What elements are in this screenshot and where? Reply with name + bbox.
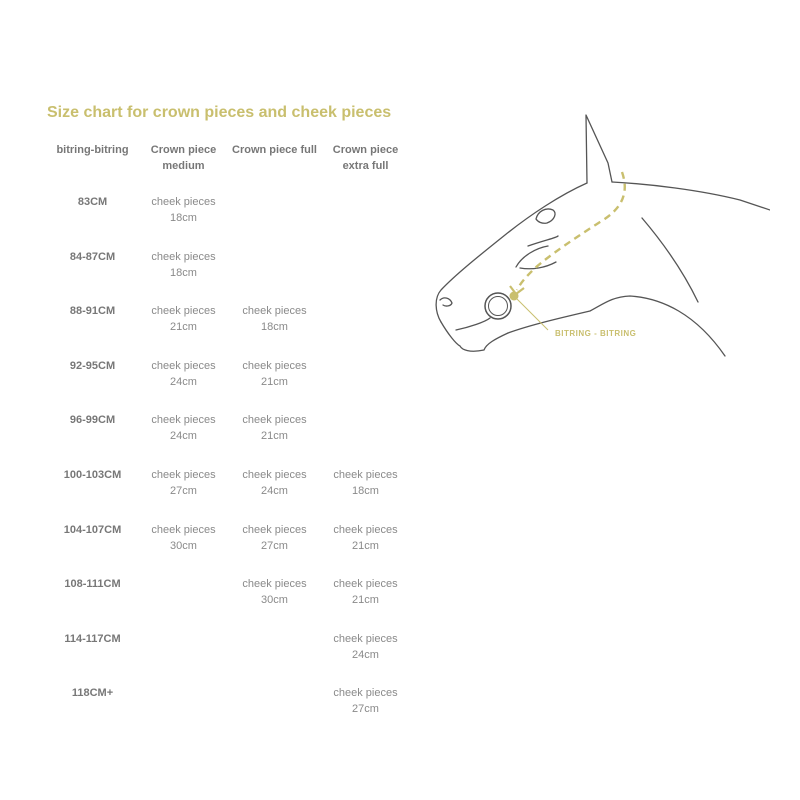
horse-eye [536,209,555,223]
cell-crown-full [229,194,320,249]
cell-size: 108-111CM [64,578,121,591]
horse-neck-line [642,218,698,302]
cell-crown-extra-full [320,358,411,413]
cell-crown-extra-full [320,412,411,467]
cell-size: 83CM [77,196,108,208]
bit-ring-inner [489,297,508,316]
horse-muzzle [441,322,508,351]
cell-size: 96-99CM [69,414,116,427]
cell-crown-medium [138,576,229,631]
cell-crown-extra-full [320,249,411,304]
cell-crown-medium [138,685,229,740]
cell-crown-medium: cheek pieces 18cm [151,196,216,224]
cell-crown-extra-full [320,194,411,249]
cell-crown-medium: cheek pieces 30cm [151,523,216,552]
cell-crown-extra-full: cheek pieces 21cm [333,578,398,607]
table-row [47,303,411,358]
measurement-line [517,172,625,290]
horse-cheek [516,236,558,267]
cell-size: 118CM+ [71,687,114,700]
cell-crown-extra-full: cheek pieces 27cm [333,687,398,716]
horse-nostril [440,298,452,306]
cell-crown-full [229,631,320,686]
table-row [47,194,411,249]
cell-size: 100-103CM [63,468,122,481]
cell-size: 84-87CM [69,250,116,263]
cell-crown-medium: cheek pieces 21cm [151,305,216,334]
horse-neck-crest [612,182,770,216]
table-header-row [47,142,411,194]
table-row [47,467,411,522]
header-crown-extra-full: Crown piece extra full [332,144,399,172]
cell-crown-full: cheek pieces 27cm [242,523,307,552]
bitring-label: BITRING - BITRING [555,329,637,338]
cell-crown-full: cheek pieces 18cm [242,305,307,334]
cell-crown-extra-full: cheek pieces 21cm [333,523,398,552]
cell-size: 92-95CM [69,359,116,372]
cell-crown-medium [138,631,229,686]
table-row [47,249,411,304]
horse-jaw [508,296,725,356]
page-title: Size chart for crown pieces and cheek pieces [47,104,392,121]
horse-ear [586,115,612,183]
cell-crown-extra-full: cheek pieces 24cm [333,632,398,661]
cell-crown-full: cheek pieces 24cm [242,468,307,497]
header-crown-full: Crown piece full [232,144,317,156]
cell-crown-full: cheek pieces 21cm [242,414,307,443]
horse-head-illustration [430,110,770,360]
cell-crown-extra-full: cheek pieces 18cm [333,468,398,497]
table-row [47,576,411,631]
table-row [47,412,411,467]
table-body [47,194,411,740]
cell-crown-medium: cheek pieces 24cm [151,414,216,443]
horse-face-outline [436,183,587,322]
cell-size: 114-117CM [64,632,121,645]
cell-crown-full: cheek pieces 30cm [242,578,307,607]
table-row [47,631,411,686]
cell-crown-full [229,685,320,740]
table-row [47,685,411,740]
cell-crown-extra-full [320,303,411,358]
header-bitring: bitring-bitring [56,144,129,156]
cell-crown-full: cheek pieces 21cm [242,359,307,388]
table-row [47,522,411,577]
label-leader-line [514,296,548,330]
horse-mouth [456,318,490,330]
cell-size: 88-91CM [69,305,116,318]
cell-crown-medium: cheek pieces 27cm [151,468,216,497]
cell-crown-full [229,249,320,304]
header-crown-medium: Crown piece medium [150,144,217,172]
cell-crown-medium: cheek pieces 24cm [151,359,216,388]
table-row [47,358,411,413]
cell-size: 104-107CM [63,523,122,536]
cell-crown-medium: cheek pieces 18cm [151,250,216,279]
size-chart-table [47,142,411,740]
